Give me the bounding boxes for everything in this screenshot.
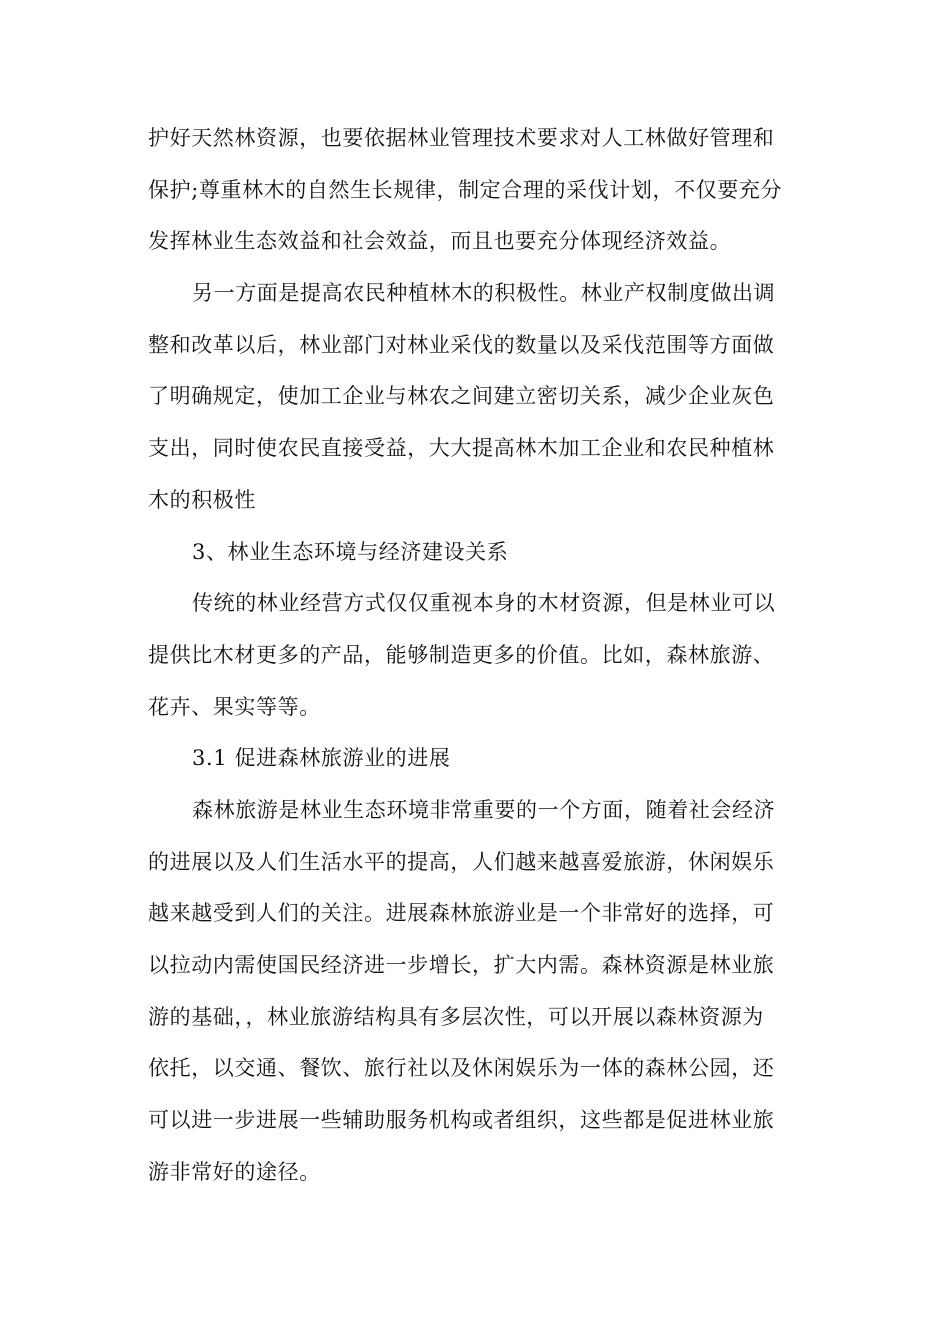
text-line: 保护;尊重林木的自然生长规律，制定合理的采伐计划，不仅要充分 [148, 177, 783, 202]
text-line: 木的积极性 [148, 487, 256, 512]
text-line: 整和改革以后，林业部门对林业采伐的数量以及采伐范围等方面做 [148, 332, 775, 357]
text-line: 依托，以交通、餐饮、旅行社以及休闲娱乐为一体的森林公园，还 [148, 1056, 775, 1081]
section-heading: 3、林业生态环境与经济建设关系 [192, 539, 509, 564]
text-line: 游的基础，，林业旅游结构具有多层次性，可以开展以森林资源为 [148, 1004, 764, 1029]
text-line: 发挥林业生态效益和社会效益，而且也要充分体现经济效益。 [148, 229, 732, 254]
text-line: 以拉动内需使国民经济进一步增长，扩大内需。森林资源是林业旅 [148, 953, 775, 977]
text-line: 越来越受到人们的关注。进展森林旅游业是一个非常好的选择，可 [148, 901, 775, 926]
text-line: 了明确规定，使加工企业与林农之间建立密切关系，减少企业灰色 [148, 384, 775, 409]
text-line: 的进展以及人们生活水平的提高，人们越来越喜爱旅游，休闲娱乐 [148, 849, 775, 874]
subsection-heading: 3.1 促进森林旅游业的进展 [192, 746, 451, 771]
text-line: 支出，同时使农民直接受益，大大提高林木加工企业和农民种植林 [148, 436, 775, 461]
paragraph-start-line: 森林旅游是林业生态环境非常重要的一个方面，随着社会经济 [192, 797, 776, 822]
paragraph-start-line: 另一方面是提高农民种植林木的积极性。林业产权制度做出调 [192, 281, 776, 306]
document-page [148, 113, 802, 1198]
text-line: 游非常好的途径。 [148, 1159, 321, 1184]
text-line: 护好天然林资源，也要依据林业管理技术要求对人工林做好管理和 [148, 126, 775, 150]
text-line: 提供比木材更多的产品，能够制造更多的价值。比如，森林旅游、 [148, 642, 775, 667]
text-line: 花卉、果实等等。 [148, 694, 321, 719]
paragraph-start-line: 传统的林业经营方式仅仅重视本身的木材资源，但是林业可以 [192, 591, 776, 616]
text-line: 可以进一步进展一些辅助服务机构或者组织，这些都是促进林业旅 [148, 1108, 775, 1133]
